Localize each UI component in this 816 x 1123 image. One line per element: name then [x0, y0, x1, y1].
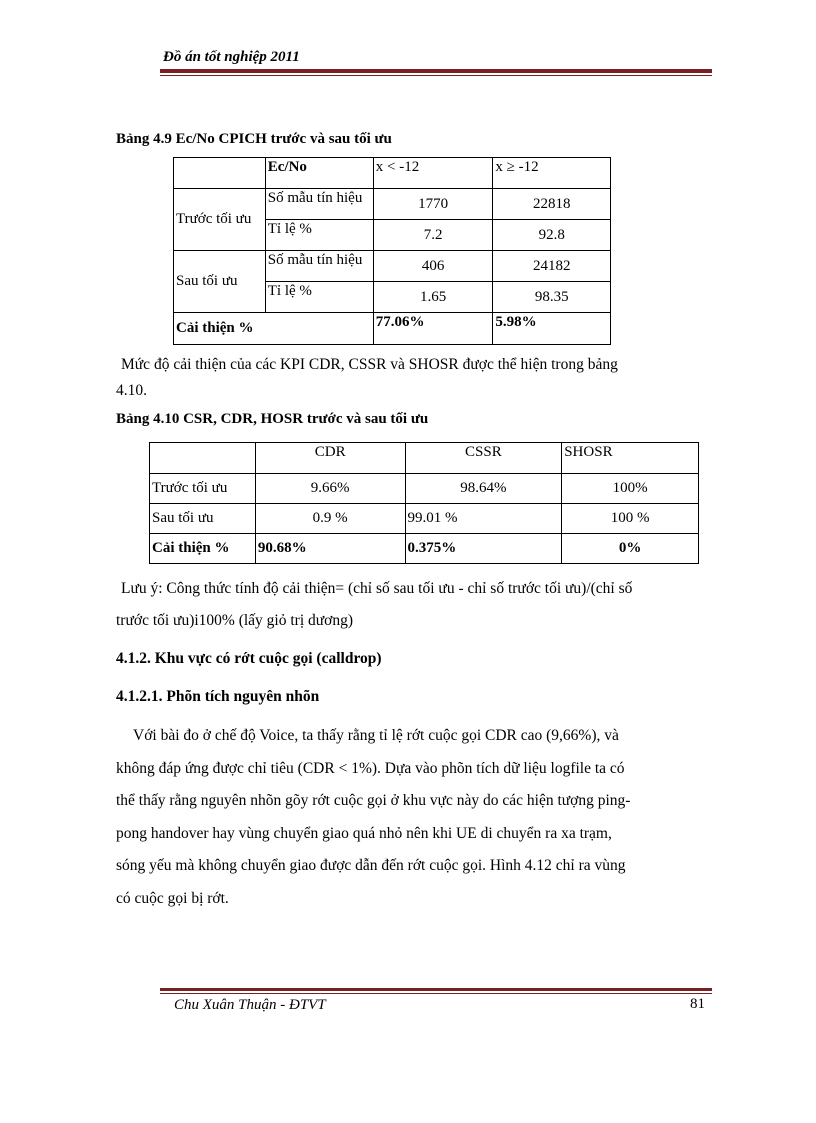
table-header-cell [150, 443, 256, 474]
table1-caption: Bảng 4.9 Ec/No CPICH trước và sau tối ưu [116, 131, 392, 147]
table-cell: 90.68% [255, 534, 405, 564]
table-cell: 9.66% [255, 474, 405, 504]
footer-rule-thin [160, 993, 712, 994]
table-cell: Tỉ lệ % [265, 220, 373, 251]
table-cell: 5.98% [493, 313, 611, 345]
table-row [150, 474, 699, 504]
table-row [174, 158, 611, 189]
table-header-cell: Ec/No [265, 158, 373, 189]
table-cell: 1.65 [373, 282, 493, 313]
paragraph-line: Với bài đo ở chế độ Voice, ta thấy rằng tỉ lệ rớt cuộc gọi CDR cao (9,66%), và [133, 727, 619, 744]
table-cell: 406 [373, 251, 493, 282]
table-row-label: Cải thiện % [150, 534, 256, 564]
table-kpi-comparison [149, 442, 699, 564]
between-text-line1: Mức độ cải thiện của các KPI CDR, CSSR và SHOSR được thể hiện trong bảng [121, 356, 618, 373]
header-rule [160, 69, 712, 73]
note-line2: trước tối ưu)i100% (lấy giỏ trị dương) [116, 612, 354, 629]
table-cell: 98.35 [493, 282, 611, 313]
table-group-label: Sau tối ưu [174, 251, 266, 313]
table2-caption: Bảng 4.10 CSR, CDR, HOSR trước và sau tối ưu [116, 411, 429, 427]
table-header-cell: CSSR [405, 443, 562, 474]
footer-rule [160, 988, 712, 991]
table-cell: 0.375% [405, 534, 562, 564]
table-row-label: Trước tối ưu [150, 474, 256, 504]
table-row [174, 313, 611, 345]
table-row [174, 251, 611, 282]
section-heading: 4.1.2. Khu vực có rớt cuộc gọi (calldrop) [116, 650, 382, 667]
table-ecno-cpich [173, 157, 611, 345]
paragraph-line: sóng yếu mà không chuyển giao được dẫn đến rớt cuộc gọi. Hình 4.12 chỉ ra vùng [116, 857, 626, 875]
table-cell: 99.01 % [405, 504, 562, 534]
footer-author: Chu Xuân Thuận - ĐTVT [174, 997, 326, 1013]
table-row [150, 534, 699, 564]
table-cell: 92.8 [493, 220, 611, 251]
table-cell: 1770 [373, 189, 493, 220]
note-line1: Lưu ý: Công thức tính độ cải thiện= (chỉ số sau tối ưu - chỉ số trước tối ưu)/(chỉ số [121, 580, 633, 597]
table-row-label: Sau tối ưu [150, 504, 256, 534]
table-cell: Số mẫu tín hiệu [265, 251, 373, 282]
paragraph-line: thể thấy rằng nguyên nhõn gõy rớt cuộc gọi ở khu vực này do các hiện tượng ping- [116, 792, 631, 810]
paragraph-line: có cuộc gọi bị rớt. [116, 889, 229, 907]
table-row [150, 504, 699, 534]
table-cell: 24182 [493, 251, 611, 282]
subsection-heading: 4.1.2.1. Phõn tích nguyên nhõn [116, 688, 320, 705]
table-improvement-label: Cải thiện % [174, 313, 374, 345]
page-header-title: Đồ án tốt nghiệp 2011 [163, 49, 300, 65]
header-rule-thin [160, 75, 712, 76]
table-cell: 77.06% [373, 313, 493, 345]
table-cell: 100% [562, 474, 699, 504]
paragraph-line: pong handover hay vùng chuyển giao quá nhỏ nên khi UE di chuyển ra xa trạm, [116, 824, 612, 842]
table-cell: Số mẫu tín hiệu [265, 189, 373, 220]
table-cell: 0.9 % [255, 504, 405, 534]
table-cell: Tỉ lệ % [265, 282, 373, 313]
between-text-line2: 4.10. [116, 382, 147, 399]
table-row [174, 189, 611, 220]
table-header-cell: CDR [255, 443, 405, 474]
table-cell: 0% [562, 534, 699, 564]
page-number: 81 [690, 996, 705, 1012]
table-header-cell: SHOSR [562, 443, 699, 474]
table-row [150, 443, 699, 474]
table-cell: 98.64% [405, 474, 562, 504]
body-paragraph [116, 720, 718, 916]
table-header-cell: x < -12 [373, 158, 493, 189]
table-group-label: Trước tối ưu [174, 189, 266, 251]
paragraph-line: không đáp ứng được chỉ tiêu (CDR < 1%). Dựa vào phõn tích dữ liệu logfile ta có [116, 759, 625, 777]
table-header-cell: x ≥ -12 [493, 158, 611, 189]
table-cell: 7.2 [373, 220, 493, 251]
table-cell: 22818 [493, 189, 611, 220]
table-cell: 100 % [562, 504, 699, 534]
